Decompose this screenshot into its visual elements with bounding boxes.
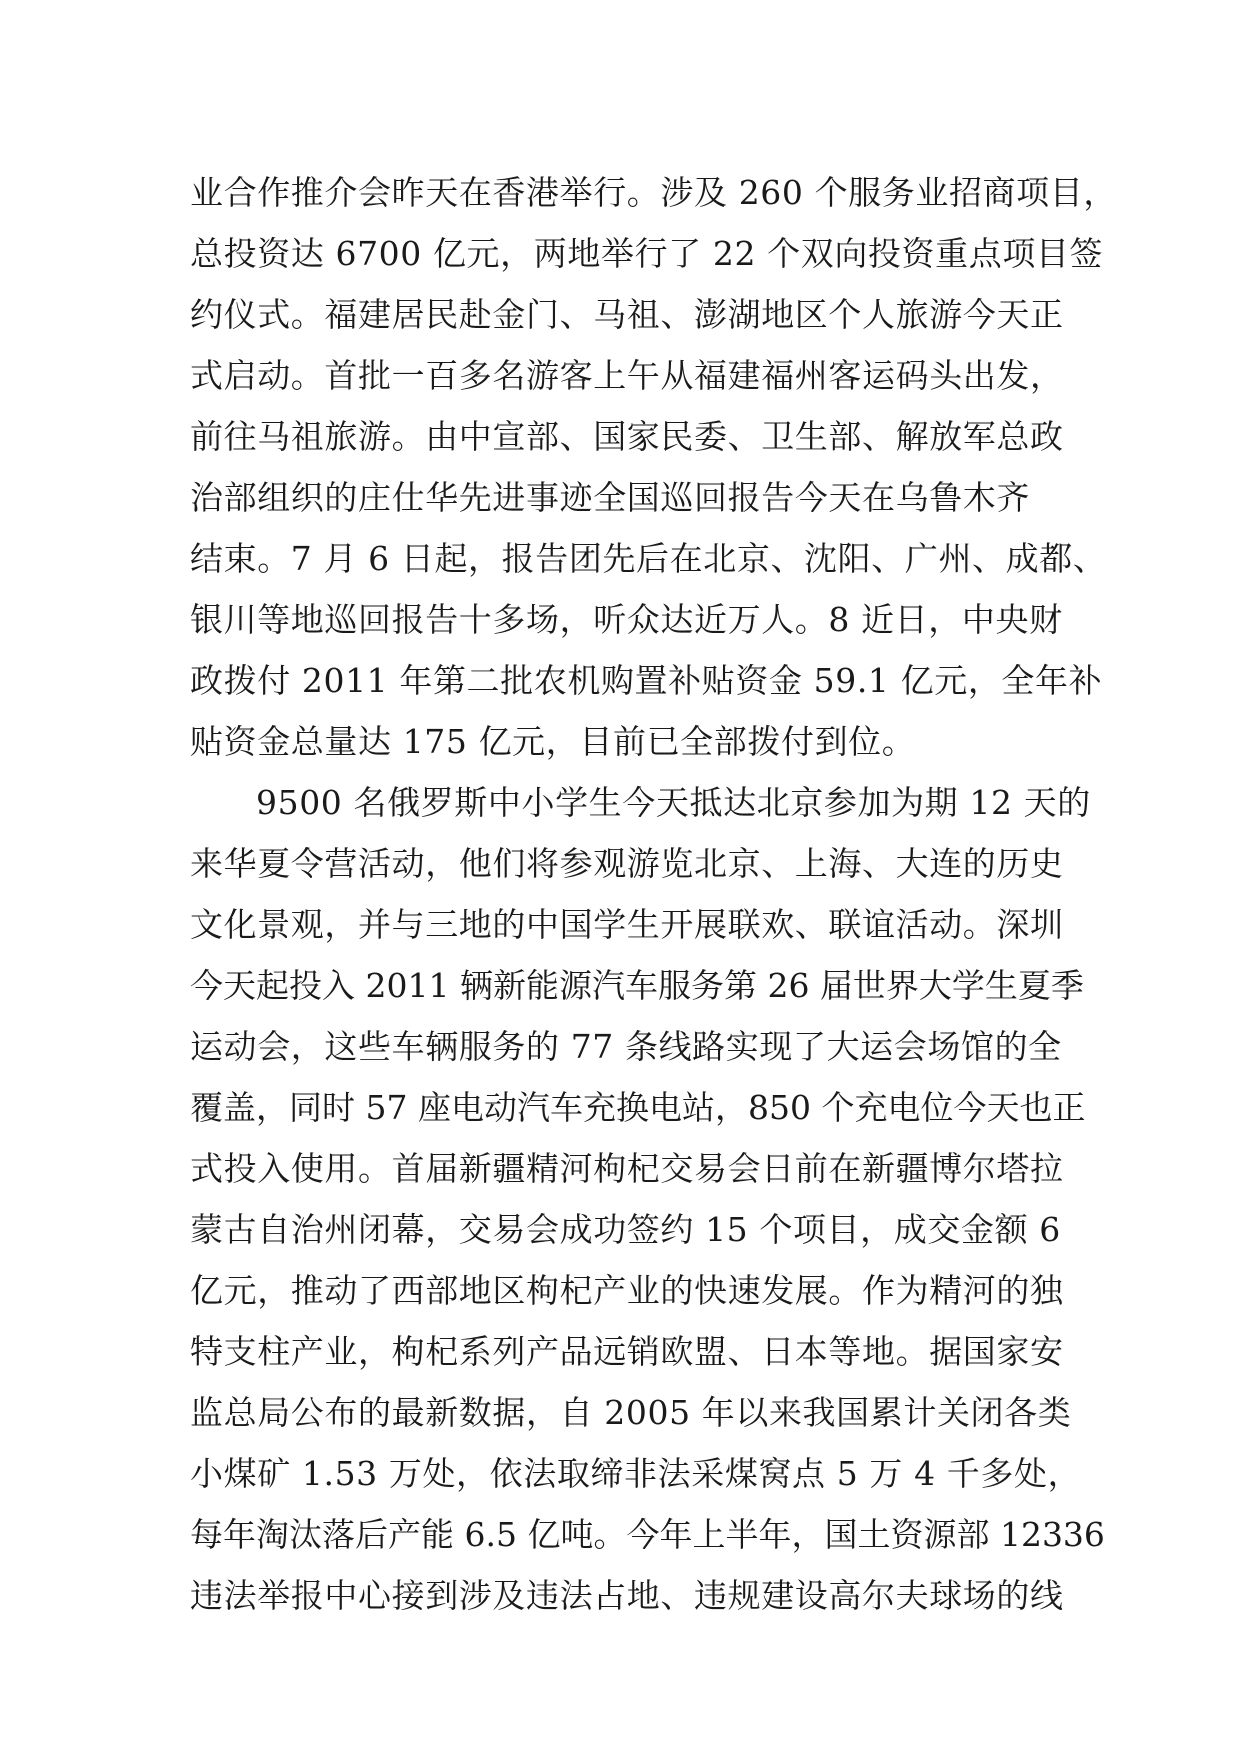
text-line: 今天起投入 2011 辆新能源汽车服务第 26 届世界大学生夏季 (190, 966, 1084, 1005)
text-line: 业合作推介会昨天在香港举行。涉及 260 个服务业招商项目， (190, 173, 1117, 212)
text-line: 小煤矿 1.53 万处，依法取缔非法采煤窝点 5 万 4 千多处， (190, 1454, 1082, 1493)
text-line: 贴资金总量达 175 亿元，目前已全部拨付到位。 (190, 722, 916, 761)
text-line: 运动会，这些车辆服务的 77 条线路实现了大运会场馆的全 (190, 1027, 1062, 1066)
text-line: 违法举报中心接到涉及违法占地、违规建设高尔夫球场的线 (190, 1576, 1064, 1615)
text-line: 蒙古自治州闭幕，交易会成功签约 15 个项目，成交金额 6 (190, 1210, 1061, 1249)
text-line: 总投资达 6700 亿元，两地举行了 22 个双向投资重点项目签 (190, 234, 1104, 273)
text-line: 监总局公布的最新数据，自 2005 年以来我国累计关闭各类 (190, 1393, 1072, 1432)
text-line: 特支柱产业，枸杞系列产品远销欧盟、日本等地。据国家安 (190, 1332, 1064, 1371)
text-line: 约仪式。福建居民赴金门、马祖、澎湖地区个人旅游今天正 (190, 295, 1064, 334)
text-line: 每年淘汰落后产能 6.5 亿吨。今年上半年，国土资源部 12336 (190, 1515, 1105, 1554)
text-line: 政拨付 2011 年第二批农机购置补贴资金 59.1 亿元，全年补 (190, 661, 1103, 700)
body-text (190, 162, 1117, 1626)
text-line: 亿元，推动了西部地区枸杞产业的快速发展。作为精河的独 (190, 1271, 1064, 1310)
paragraph-first-line: 9500 名俄罗斯中小学生今天抵达北京参加为期 12 天的 (256, 783, 1091, 822)
text-line: 式启动。首批一百多名游客上午从福建福州客运码头出发， (190, 356, 1064, 395)
text-line: 治部组织的庄仕华先进事迹全国巡回报告今天在乌鲁木齐 (190, 478, 1030, 517)
text-line: 来华夏令营活动，他们将参观游览北京、上海、大连的历史 (190, 844, 1064, 883)
text-line: 覆盖，同时 57 座电动汽车充换电站，850 个充电位今天也正 (190, 1088, 1086, 1127)
text-line: 式投入使用。首届新疆精河枸杞交易会日前在新疆博尔塔拉 (190, 1149, 1064, 1188)
text-line: 文化景观，并与三地的中国学生开展联欢、联谊活动。深圳 (190, 905, 1064, 944)
text-line: 结束。7 月 6 日起，报告团先后在北京、沈阳、广州、成都、 (190, 539, 1107, 578)
text-line: 银川等地巡回报告十多场，听众达近万人。8 近日，中央财 (190, 600, 1063, 639)
text-line: 前往马祖旅游。由中宣部、国家民委、卫生部、解放军总政 (190, 417, 1064, 456)
